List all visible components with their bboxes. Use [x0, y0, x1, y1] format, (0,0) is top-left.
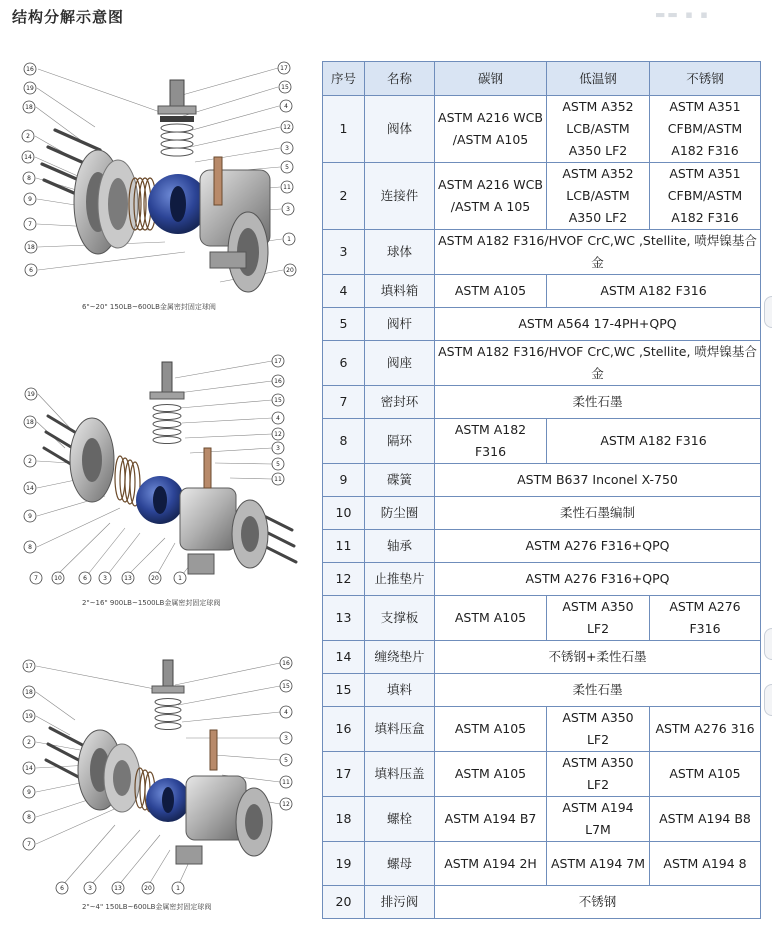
row-name: 螺母 [365, 842, 435, 886]
cell-all-materials: ASTM B637 Inconel X-750 [435, 464, 761, 497]
table-row [323, 530, 761, 563]
svg-text:6: 6 [83, 575, 87, 582]
svg-text:1: 1 [176, 885, 180, 892]
row-name: 支撑板 [365, 596, 435, 641]
callout-left-4 [22, 130, 34, 142]
row-name: 缠绕垫片 [365, 641, 435, 674]
row-no: 4 [323, 275, 365, 308]
cell-carbon: ASTM A105 [435, 596, 547, 641]
page-edge-tab [764, 628, 772, 660]
header-no: 序号 [323, 62, 365, 96]
cell-carbon: ASTM A216 WCB /ASTM A 105 [435, 163, 547, 230]
callout-right-8 [282, 203, 294, 215]
svg-text:2: 2 [26, 133, 30, 140]
row-no: 6 [323, 341, 365, 386]
callout-left-7 [24, 193, 36, 205]
svg-text:8: 8 [27, 175, 31, 182]
row-name: 碟簧 [365, 464, 435, 497]
callout-left-3 [24, 455, 36, 467]
svg-text:12: 12 [283, 124, 291, 131]
svg-text:18: 18 [25, 689, 33, 696]
row-name: 填料箱 [365, 275, 435, 308]
exploded-diagram-2 [0, 348, 318, 616]
header-watermark: ▬▬ ▪ ▪ [655, 8, 710, 21]
callout-left-3 [23, 710, 35, 722]
exploded-diagram-3 [0, 650, 318, 918]
cell-stainless: ASTM A194 8 [650, 842, 761, 886]
row-name: 密封环 [365, 386, 435, 419]
svg-text:4: 4 [276, 415, 280, 422]
callout-right-6 [281, 161, 293, 173]
svg-text:2: 2 [28, 458, 32, 465]
svg-text:15: 15 [281, 84, 289, 91]
svg-text:3: 3 [88, 885, 92, 892]
callout-left-4 [23, 736, 35, 748]
row-name: 填料 [365, 674, 435, 707]
row-no: 15 [323, 674, 365, 707]
svg-text:3: 3 [276, 445, 280, 452]
svg-text:16: 16 [26, 66, 34, 73]
callout-left-5 [22, 151, 34, 163]
cell-stainless: ASTM A351 CFBM/ASTM A182 F316 [650, 96, 761, 163]
callout-right-7 [272, 458, 284, 470]
cell-all-materials: ASTM A182 F316/HVOF CrC,WC ,Stellite, 喷焊镍基合金 [435, 341, 761, 386]
callout-left-2 [23, 686, 35, 698]
svg-text:3: 3 [284, 735, 288, 742]
callout-bottom-4 [142, 882, 154, 894]
callout-left-1 [23, 660, 35, 672]
callout-right-5 [281, 142, 293, 154]
row-name: 螺栓 [365, 797, 435, 842]
valve-illustration-1 [0, 52, 318, 314]
table-row [323, 308, 761, 341]
table-row [323, 497, 761, 530]
row-no: 11 [323, 530, 365, 563]
row-no: 5 [323, 308, 365, 341]
callout-left-8 [23, 838, 35, 850]
svg-text:4: 4 [284, 709, 288, 716]
table-row [323, 707, 761, 752]
svg-text:20: 20 [151, 575, 159, 582]
svg-text:7: 7 [34, 575, 38, 582]
cell-low-temp: ASTM A350 LF2 [547, 752, 650, 797]
diagram-caption: 6"~20" 150LB~600LB金属密封固定球阀 [82, 303, 216, 311]
svg-text:19: 19 [26, 85, 34, 92]
cell-all-materials: 柔性石墨编制 [435, 497, 761, 530]
cell-all-materials: ASTM A276 F316+QPQ [435, 530, 761, 563]
table-row [323, 752, 761, 797]
callout-right-6 [280, 776, 292, 788]
svg-text:13: 13 [124, 575, 132, 582]
callout-right-2 [280, 680, 292, 692]
callout-right-6 [272, 442, 284, 454]
cell-low-temp: ASTM A350 LF2 [547, 707, 650, 752]
callout-bottom-6 [149, 572, 161, 584]
cell-stainless: ASTM A194 B8 [650, 797, 761, 842]
row-no: 9 [323, 464, 365, 497]
callout-left-6 [23, 172, 35, 184]
svg-text:11: 11 [283, 184, 291, 191]
callout-left-1 [25, 388, 37, 400]
cell-carbon: ASTM A182 F316 [435, 419, 547, 464]
callout-bottom-2 [84, 882, 96, 894]
valve-illustration-3 [0, 650, 318, 918]
row-no: 3 [323, 230, 365, 275]
svg-text:6: 6 [29, 267, 33, 274]
svg-text:6: 6 [60, 885, 64, 892]
callout-bottom-5 [122, 572, 134, 584]
callout-bottom-2 [52, 572, 64, 584]
svg-text:2: 2 [27, 739, 31, 746]
callout-bottom-5 [172, 882, 184, 894]
callout-left-2 [24, 82, 36, 94]
callout-right-5 [280, 754, 292, 766]
header-carbon-steel: 碳钢 [435, 62, 547, 96]
table-row [323, 596, 761, 641]
svg-text:13: 13 [114, 885, 122, 892]
svg-text:14: 14 [26, 485, 34, 492]
row-name: 轴承 [365, 530, 435, 563]
row-name: 阀杆 [365, 308, 435, 341]
header-stainless-steel: 不锈钢 [650, 62, 761, 96]
row-no: 10 [323, 497, 365, 530]
row-name: 排污阀 [365, 886, 435, 919]
svg-text:15: 15 [282, 683, 290, 690]
svg-text:17: 17 [274, 358, 282, 365]
svg-text:10: 10 [54, 575, 62, 582]
table-row [323, 419, 761, 464]
row-name: 止推垫片 [365, 563, 435, 596]
callout-left-6 [24, 541, 36, 553]
callout-right-10 [284, 264, 296, 276]
svg-text:19: 19 [25, 713, 33, 720]
table-row [323, 464, 761, 497]
svg-text:7: 7 [27, 841, 31, 848]
svg-text:20: 20 [144, 885, 152, 892]
row-name: 阀体 [365, 96, 435, 163]
callout-bottom-1 [56, 882, 68, 894]
callout-right-5 [272, 428, 284, 440]
row-no: 14 [323, 641, 365, 674]
callout-bottom-4 [99, 572, 111, 584]
svg-text:17: 17 [280, 65, 288, 72]
cell-stainless: ASTM A105 [650, 752, 761, 797]
row-no: 16 [323, 707, 365, 752]
svg-text:5: 5 [284, 757, 288, 764]
callout-bottom-3 [112, 882, 124, 894]
row-name: 阀座 [365, 341, 435, 386]
callout-right-4 [272, 412, 284, 424]
svg-text:12: 12 [282, 801, 290, 808]
cell-carbon: ASTM A105 [435, 275, 547, 308]
callout-left-1 [24, 63, 36, 75]
row-name: 球体 [365, 230, 435, 275]
callout-right-1 [280, 657, 292, 669]
svg-text:15: 15 [274, 397, 282, 404]
row-name: 填料压盒 [365, 707, 435, 752]
cell-all-materials: ASTM A182 F316/HVOF CrC,WC ,Stellite, 喷焊镍基合金 [435, 230, 761, 275]
cell-all-materials: 柔性石墨 [435, 674, 761, 707]
cell-stainless: ASTM A276 F316 [650, 596, 761, 641]
callout-left-3 [23, 101, 35, 113]
cell-low-temp: ASTM A194 L7M [547, 797, 650, 842]
svg-text:18: 18 [26, 419, 34, 426]
table-row [323, 886, 761, 919]
materials-table [322, 61, 761, 919]
table-row [323, 641, 761, 674]
svg-text:19: 19 [27, 391, 35, 398]
cell-carbon: ASTM A216 WCB /ASTM A105 [435, 96, 547, 163]
row-name: 防尘圈 [365, 497, 435, 530]
cell-low-temp: ASTM A352 LCB/ASTM A350 LF2 [547, 96, 650, 163]
table-row [323, 275, 761, 308]
header-low-temp-steel: 低温钢 [547, 62, 650, 96]
svg-text:1: 1 [287, 236, 291, 243]
svg-text:16: 16 [274, 378, 282, 385]
svg-text:17: 17 [25, 663, 33, 670]
page-title: 结构分解示意图 [12, 8, 125, 26]
diagram-caption: 2"~16" 900LB~1500LB金属密封固定球阀 [82, 599, 221, 607]
svg-text:18: 18 [25, 104, 33, 111]
cell-low-temp: ASTM A352 LCB/ASTM A350 LF2 [547, 163, 650, 230]
cell-all-materials: 不锈钢 [435, 886, 761, 919]
callout-left-5 [23, 762, 35, 774]
row-no: 1 [323, 96, 365, 163]
callout-left-4 [24, 482, 36, 494]
callout-bottom-1 [30, 572, 42, 584]
callout-right-7 [281, 181, 293, 193]
callout-right-7 [280, 798, 292, 810]
svg-text:9: 9 [28, 513, 32, 520]
table-row [323, 341, 761, 386]
cell-all-materials: ASTM A276 F316+QPQ [435, 563, 761, 596]
cell-low-temp: ASTM A350 LF2 [547, 596, 650, 641]
cell-carbon: ASTM A105 [435, 707, 547, 752]
table-row [323, 842, 761, 886]
row-no: 19 [323, 842, 365, 886]
row-no: 12 [323, 563, 365, 596]
svg-text:18: 18 [27, 244, 35, 251]
callout-right-1 [272, 355, 284, 367]
callout-right-3 [280, 706, 292, 718]
table-row [323, 163, 761, 230]
cell-low-temp-stainless: ASTM A182 F316 [547, 419, 761, 464]
callout-right-9 [283, 233, 295, 245]
callout-left-6 [23, 786, 35, 798]
svg-text:3: 3 [286, 206, 290, 213]
svg-text:14: 14 [25, 765, 33, 772]
row-no: 2 [323, 163, 365, 230]
row-name: 连接件 [365, 163, 435, 230]
table-row [323, 563, 761, 596]
svg-text:5: 5 [285, 164, 289, 171]
table-row [323, 230, 761, 275]
svg-text:20: 20 [286, 267, 294, 274]
header-name: 名称 [365, 62, 435, 96]
row-no: 17 [323, 752, 365, 797]
table-row [323, 386, 761, 419]
cell-carbon: ASTM A194 B7 [435, 797, 547, 842]
svg-text:16: 16 [282, 660, 290, 667]
callout-right-4 [281, 121, 293, 133]
row-no: 20 [323, 886, 365, 919]
callout-right-1 [278, 62, 290, 74]
callout-left-5 [24, 510, 36, 522]
svg-text:11: 11 [274, 476, 282, 483]
cell-all-materials: 柔性石墨 [435, 386, 761, 419]
callout-right-4 [280, 732, 292, 744]
table-row [323, 96, 761, 163]
callout-bottom-7 [174, 572, 186, 584]
cell-carbon: ASTM A194 2H [435, 842, 547, 886]
callout-right-2 [279, 81, 291, 93]
cell-low-temp-stainless: ASTM A182 F316 [547, 275, 761, 308]
row-no: 18 [323, 797, 365, 842]
callout-right-3 [280, 100, 292, 112]
cell-stainless: ASTM A351 CFBM/ASTM A182 F316 [650, 163, 761, 230]
diagram-caption: 2"~4" 150LB~600LB金属密封固定球阀 [82, 903, 212, 911]
callout-right-8 [272, 473, 284, 485]
svg-text:14: 14 [24, 154, 32, 161]
svg-text:8: 8 [28, 544, 32, 551]
row-no: 7 [323, 386, 365, 419]
valve-illustration-2 [0, 348, 318, 616]
row-no: 13 [323, 596, 365, 641]
cell-all-materials: 不锈钢+柔性石墨 [435, 641, 761, 674]
svg-text:8: 8 [27, 814, 31, 821]
callout-right-2 [272, 375, 284, 387]
cell-stainless: ASTM A276 316 [650, 707, 761, 752]
callout-left-2 [24, 416, 36, 428]
table-row [323, 797, 761, 842]
callout-right-3 [272, 394, 284, 406]
exploded-diagram-1 [0, 52, 318, 314]
svg-text:3: 3 [103, 575, 107, 582]
svg-text:5: 5 [276, 461, 280, 468]
svg-text:9: 9 [28, 196, 32, 203]
row-name: 填料压盖 [365, 752, 435, 797]
callout-left-10 [25, 264, 37, 276]
cell-low-temp: ASTM A194 7M [547, 842, 650, 886]
cell-carbon: ASTM A105 [435, 752, 547, 797]
table-header-row [323, 62, 761, 96]
table-row [323, 674, 761, 707]
svg-text:3: 3 [285, 145, 289, 152]
svg-text:7: 7 [28, 221, 32, 228]
svg-text:11: 11 [282, 779, 290, 786]
page-edge-tab [764, 296, 772, 328]
callout-left-8 [24, 218, 36, 230]
row-name: 隔环 [365, 419, 435, 464]
callout-left-9 [25, 241, 37, 253]
page-edge-tab [764, 684, 772, 716]
svg-text:4: 4 [284, 103, 288, 110]
svg-text:9: 9 [27, 789, 31, 796]
cell-all-materials: ASTM A564 17-4PH+QPQ [435, 308, 761, 341]
svg-text:1: 1 [178, 575, 182, 582]
callout-bottom-3 [79, 572, 91, 584]
callout-left-7 [23, 811, 35, 823]
svg-text:12: 12 [274, 431, 282, 438]
row-no: 8 [323, 419, 365, 464]
